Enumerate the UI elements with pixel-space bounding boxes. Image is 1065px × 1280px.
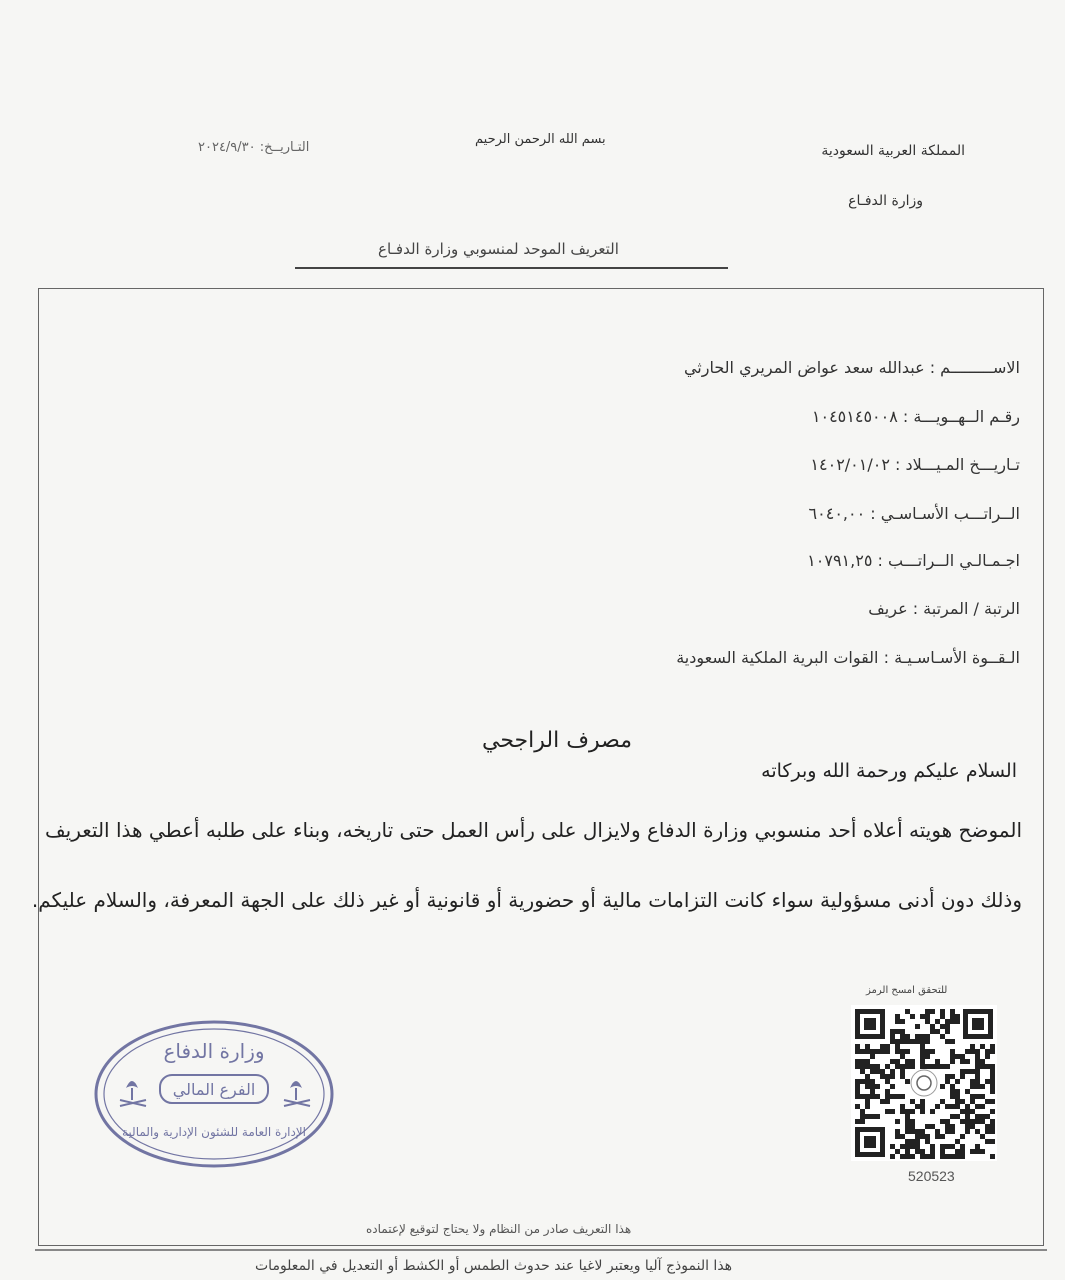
- qr-reference-number: 520523: [908, 1168, 955, 1184]
- footer-note-2: هذا النموذج آليا ويعتبر لاغيا عند حدوث الطمس أو الكشط أو التعديل في المعلومات: [255, 1258, 733, 1274]
- bottom-rule: [35, 1249, 1047, 1251]
- title-underline: [295, 267, 728, 269]
- body-line-2: وذلك دون أدنى مسؤولية سواء كانت التزامات مالية أو حضورية أو قانونية أو غير ذلك على الجهة المعرفة، والسلام عليكم.: [31, 888, 1022, 912]
- field-basic-salary: الــراتـــب الأسـاسـي : ٦٠٤٠,٠٠: [808, 504, 1020, 523]
- document-title: التعريف الموحد لمنسوبي وزارة الدفـاع: [378, 240, 619, 258]
- qr-code-icon: [851, 1005, 997, 1161]
- field-birth-date: تـاريـــخ المـيـــلاد : ١٤٠٢/٠١/٠٢: [810, 455, 1020, 474]
- field-id-number: رقـم الــهــويـــة : ١٠٤٥١٤٥٠٠٨: [811, 407, 1020, 426]
- field-total-salary: اجـمـالـي الــراتـــب : ١٠٧٩١,٢٥: [807, 551, 1020, 570]
- field-name: الاســـــــــم : عبدالله سعد عواض المريري الحارثي: [683, 358, 1020, 377]
- header-country: المملكة العربية السعودية: [821, 143, 965, 159]
- header-date: التـاريــخ: ٢٠٢٤/٩/٣٠: [198, 140, 310, 155]
- body-line-1: الموضح هويته أعلاه أحد منسوبي وزارة الدفاع ولايزال على رأس العمل حتى تاريخه، وبناء على طلبه أعطي هذا التعريف: [44, 818, 1022, 842]
- emblem-left-icon: [120, 1081, 146, 1106]
- stamp-bottom-text: الإدارة العامة للشئون الإدارية والمالية: [122, 1125, 306, 1139]
- header-ministry: وزارة الدفـاع: [848, 193, 923, 209]
- emblem-right-icon: [284, 1081, 310, 1106]
- bank-name: مصرف الراجحي: [482, 728, 633, 753]
- field-rank: الرتبة / المرتبة : عريف: [868, 599, 1020, 618]
- footer-note-1: هذا التعريف صادر من النظام ولا يحتاج لتوقيع لإعتماده: [366, 1222, 632, 1236]
- official-stamp-icon: [92, 1018, 336, 1170]
- greeting: السلام عليكم ورحمة الله وبركاته: [761, 760, 1017, 782]
- stamp-center-text: الفرع المالي: [172, 1080, 256, 1099]
- field-force: الـقــوة الأسـاسـيـة : القوات البرية الملكية السعودية: [676, 648, 1020, 667]
- qr-caption: للتحقق امسح الرمز: [866, 985, 948, 996]
- stamp-top-text: وزارة الدفاع: [163, 1039, 265, 1063]
- header-basmala: بسم الله الرحمن الرحيم: [475, 132, 606, 147]
